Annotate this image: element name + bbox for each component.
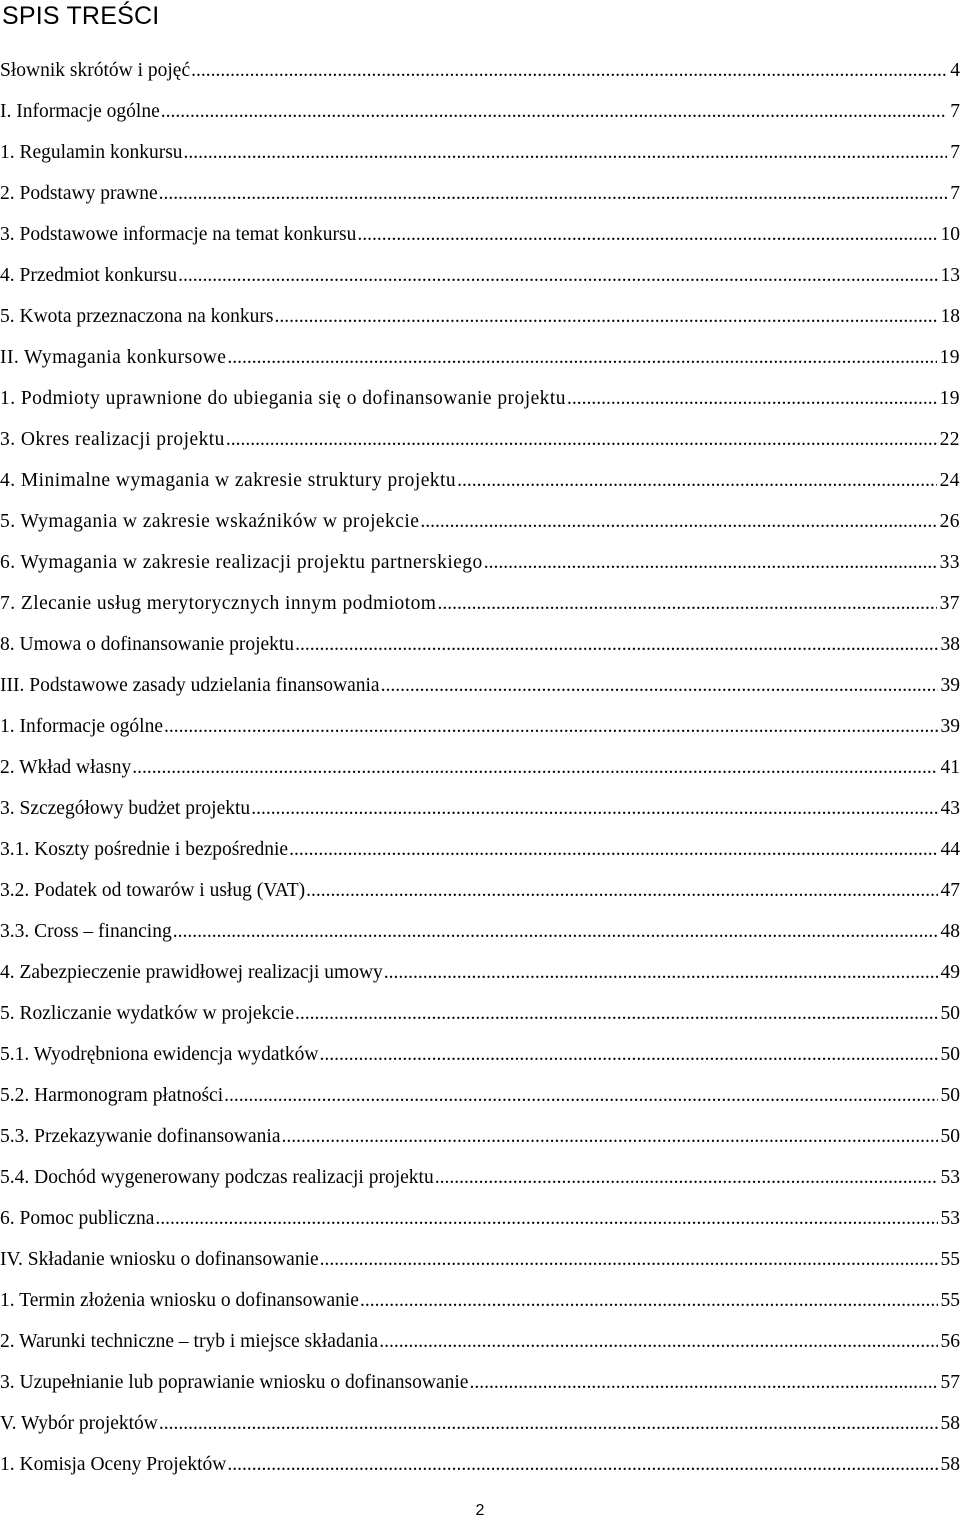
- toc-entry[interactable]: [0, 911, 960, 952]
- dot-leader: [227, 1444, 937, 1485]
- toc-entry[interactable]: [0, 91, 960, 132]
- toc-entry-label: 1. Termin złożenia wniosku o dofinansowanie: [0, 1290, 359, 1311]
- toc-entry-label: 5. Wymagania w zakresie wskaźników w projekcie: [0, 511, 420, 532]
- table-of-contents: [0, 50, 960, 1485]
- toc-entry[interactable]: [0, 1239, 960, 1280]
- dot-leader: [224, 1075, 937, 1116]
- toc-entry-label: 3.3. Cross – financing: [0, 921, 172, 942]
- toc-entry[interactable]: [0, 829, 960, 870]
- toc-entry[interactable]: [0, 1034, 960, 1075]
- toc-entry-label: 1. Regulamin konkursu: [0, 142, 183, 163]
- toc-entry-page: 55: [940, 1290, 960, 1311]
- page-number: 2: [475, 1502, 485, 1519]
- toc-entry-page: 44: [940, 839, 960, 860]
- toc-entry-label: 5.2. Harmonogram płatności: [0, 1085, 224, 1106]
- dot-leader: [420, 501, 936, 542]
- toc-entry-page: 50: [940, 1126, 960, 1147]
- toc-entry-label: 3. Podstawowe informacje na temat konkursu: [0, 224, 357, 245]
- toc-entry-label: 6. Wymagania w zakresie realizacji projektu partnerskiego: [0, 552, 483, 573]
- dot-leader: [567, 378, 937, 419]
- toc-entry-label: 1. Podmioty uprawnione do ubiegania się o dofinansowanie projektu: [0, 388, 566, 409]
- toc-entry-page: 53: [940, 1208, 960, 1229]
- toc-entry[interactable]: [0, 993, 960, 1034]
- dot-leader: [178, 255, 937, 296]
- toc-entry-page: 24: [939, 470, 960, 491]
- dot-leader: [320, 1034, 938, 1075]
- dot-leader: [164, 706, 938, 747]
- toc-entry-page: 49: [940, 962, 960, 983]
- dot-leader: [295, 624, 937, 665]
- toc-entry[interactable]: [0, 1280, 960, 1321]
- toc-entry-page: 48: [940, 921, 960, 942]
- toc-entry-label: 4. Minimalne wymagania w zakresie struktury projektu: [0, 470, 457, 491]
- toc-entry[interactable]: [0, 501, 960, 542]
- toc-entry[interactable]: [0, 378, 960, 419]
- toc-entry-label: III. Podstawowe zasady udzielania finansowania: [0, 675, 380, 696]
- toc-entry[interactable]: [0, 419, 960, 460]
- dot-leader: [184, 132, 948, 173]
- toc-entry[interactable]: [0, 1198, 960, 1239]
- toc-entry-page: 7: [950, 183, 960, 204]
- toc-entry-page: 38: [940, 634, 960, 655]
- toc-entry-label: 3. Szczegółowy budżet projektu: [0, 798, 251, 819]
- dot-leader: [226, 419, 937, 460]
- dot-leader: [274, 296, 937, 337]
- dot-leader: [437, 583, 936, 624]
- dot-leader: [484, 542, 937, 583]
- toc-entry-page: 53: [940, 1167, 960, 1188]
- toc-entry[interactable]: [0, 132, 960, 173]
- dot-leader: [159, 1403, 938, 1444]
- toc-entry-page: 37: [939, 593, 960, 614]
- toc-entry[interactable]: [0, 173, 960, 214]
- toc-entry-label: 3.1. Koszty pośrednie i bezpośrednie: [0, 839, 289, 860]
- dot-leader: [320, 1239, 938, 1280]
- dot-leader: [457, 460, 937, 501]
- toc-entry-page: 55: [940, 1249, 960, 1270]
- toc-entry-page: 50: [940, 1003, 960, 1024]
- toc-entry-page: 10: [940, 224, 960, 245]
- toc-entry[interactable]: [0, 870, 960, 911]
- dot-leader: [357, 214, 937, 255]
- toc-entry-page: 47: [940, 880, 960, 901]
- toc-entry[interactable]: [0, 1362, 960, 1403]
- toc-entry-page: 57: [940, 1372, 960, 1393]
- toc-entry[interactable]: [0, 747, 960, 788]
- toc-entry-page: 56: [940, 1331, 960, 1352]
- toc-entry-label: 5.1. Wyodrębniona ewidencja wydatków: [0, 1044, 319, 1065]
- toc-entry-page: 43: [940, 798, 960, 819]
- toc-entry-page: 22: [939, 429, 960, 450]
- toc-entry-page: 39: [940, 675, 960, 696]
- toc-entry-label: 1. Komisja Oceny Projektów: [0, 1454, 227, 1475]
- toc-entry-page: 7: [950, 142, 960, 163]
- toc-entry-label: II. Wymagania konkursowe: [0, 347, 227, 368]
- toc-entry-label: 3.2. Podatek od towarów i usług (VAT): [0, 880, 306, 901]
- toc-entry-page: 19: [939, 347, 960, 368]
- dot-leader: [360, 1280, 938, 1321]
- dot-leader: [384, 952, 938, 993]
- toc-entry-page: 19: [939, 388, 960, 409]
- dot-leader: [281, 1116, 937, 1157]
- dot-leader: [295, 993, 937, 1034]
- dot-leader: [173, 911, 938, 952]
- dot-leader: [251, 788, 937, 829]
- toc-entry-label: 2. Wkład własny: [0, 757, 132, 778]
- toc-entry-label: I. Informacje ogólne: [0, 101, 160, 122]
- toc-entry-label: 5. Rozliczanie wydatków w projekcie: [0, 1003, 295, 1024]
- toc-entry-label: 2. Podstawy prawne: [0, 183, 158, 204]
- dot-leader: [159, 173, 948, 214]
- toc-entry-page: 4: [950, 60, 960, 81]
- toc-entry[interactable]: [0, 1075, 960, 1116]
- dot-leader: [191, 50, 947, 91]
- toc-entry-page: 33: [939, 552, 960, 573]
- toc-entry-label: 2. Warunki techniczne – tryb i miejsce składania: [0, 1331, 379, 1352]
- toc-entry-label: 4. Przedmiot konkursu: [0, 265, 178, 286]
- dot-leader: [132, 747, 937, 788]
- toc-entry-label: 8. Umowa o dofinansowanie projektu: [0, 634, 295, 655]
- toc-entry[interactable]: [0, 1116, 960, 1157]
- toc-entry[interactable]: [0, 460, 960, 501]
- toc-entry-label: 3. Uzupełnianie lub poprawianie wniosku o dofinansowanie: [0, 1372, 469, 1393]
- dot-leader: [161, 91, 948, 132]
- toc-entry-label: 3. Okres realizacji projektu: [0, 429, 225, 450]
- toc-entry-page: 58: [940, 1454, 960, 1475]
- toc-entry[interactable]: [0, 214, 960, 255]
- toc-entry[interactable]: [0, 337, 960, 378]
- toc-heading: SPIS TREŚCI: [2, 2, 160, 30]
- dot-leader: [306, 870, 937, 911]
- toc-entry-label: V. Wybór projektów: [0, 1413, 158, 1434]
- toc-entry[interactable]: [0, 706, 960, 747]
- dot-leader: [289, 829, 937, 870]
- toc-entry[interactable]: [0, 952, 960, 993]
- toc-entry[interactable]: [0, 296, 960, 337]
- toc-entry-label: 5.4. Dochód wygenerowany podczas realizacji projektu: [0, 1167, 434, 1188]
- dot-leader: [227, 337, 936, 378]
- dot-leader: [381, 665, 938, 706]
- toc-entry-page: 50: [940, 1085, 960, 1106]
- toc-entry-page: 26: [939, 511, 960, 532]
- dot-leader: [155, 1198, 937, 1239]
- toc-entry[interactable]: [0, 624, 960, 665]
- toc-entry[interactable]: [0, 1403, 960, 1444]
- toc-entry-label: 1. Informacje ogólne: [0, 716, 163, 737]
- toc-entry-label: IV. Składanie wniosku o dofinansowanie: [0, 1249, 319, 1270]
- toc-entry[interactable]: [0, 542, 960, 583]
- toc-entry-label: 6. Pomoc publiczna: [0, 1208, 155, 1229]
- toc-entry[interactable]: [0, 583, 960, 624]
- toc-entry-label: 5.3. Przekazywanie dofinansowania: [0, 1126, 281, 1147]
- dot-leader: [379, 1321, 937, 1362]
- toc-entry[interactable]: [0, 788, 960, 829]
- toc-entry-label: Słownik skrótów i pojęć: [0, 60, 191, 81]
- toc-entry[interactable]: [0, 1157, 960, 1198]
- toc-entry[interactable]: [0, 50, 960, 91]
- toc-entry-label: 4. Zabezpieczenie prawidłowej realizacji umowy: [0, 962, 383, 983]
- toc-entry-page: 18: [940, 306, 960, 327]
- toc-entry-label: 5. Kwota przeznaczona na konkurs: [0, 306, 274, 327]
- toc-entry[interactable]: [0, 665, 960, 706]
- toc-entry[interactable]: [0, 255, 960, 296]
- toc-entry-page: 39: [940, 716, 960, 737]
- toc-entry-page: 41: [940, 757, 960, 778]
- toc-entry-page: 58: [940, 1413, 960, 1434]
- toc-entry[interactable]: [0, 1444, 960, 1485]
- toc-entry[interactable]: [0, 1321, 960, 1362]
- toc-entry-page: 50: [940, 1044, 960, 1065]
- dot-leader: [469, 1362, 937, 1403]
- toc-entry-page: 13: [940, 265, 960, 286]
- toc-entry-page: 7: [950, 101, 960, 122]
- dot-leader: [435, 1157, 938, 1198]
- toc-entry-label: 7. Zlecanie usług merytorycznych innym podmiotom: [0, 593, 437, 614]
